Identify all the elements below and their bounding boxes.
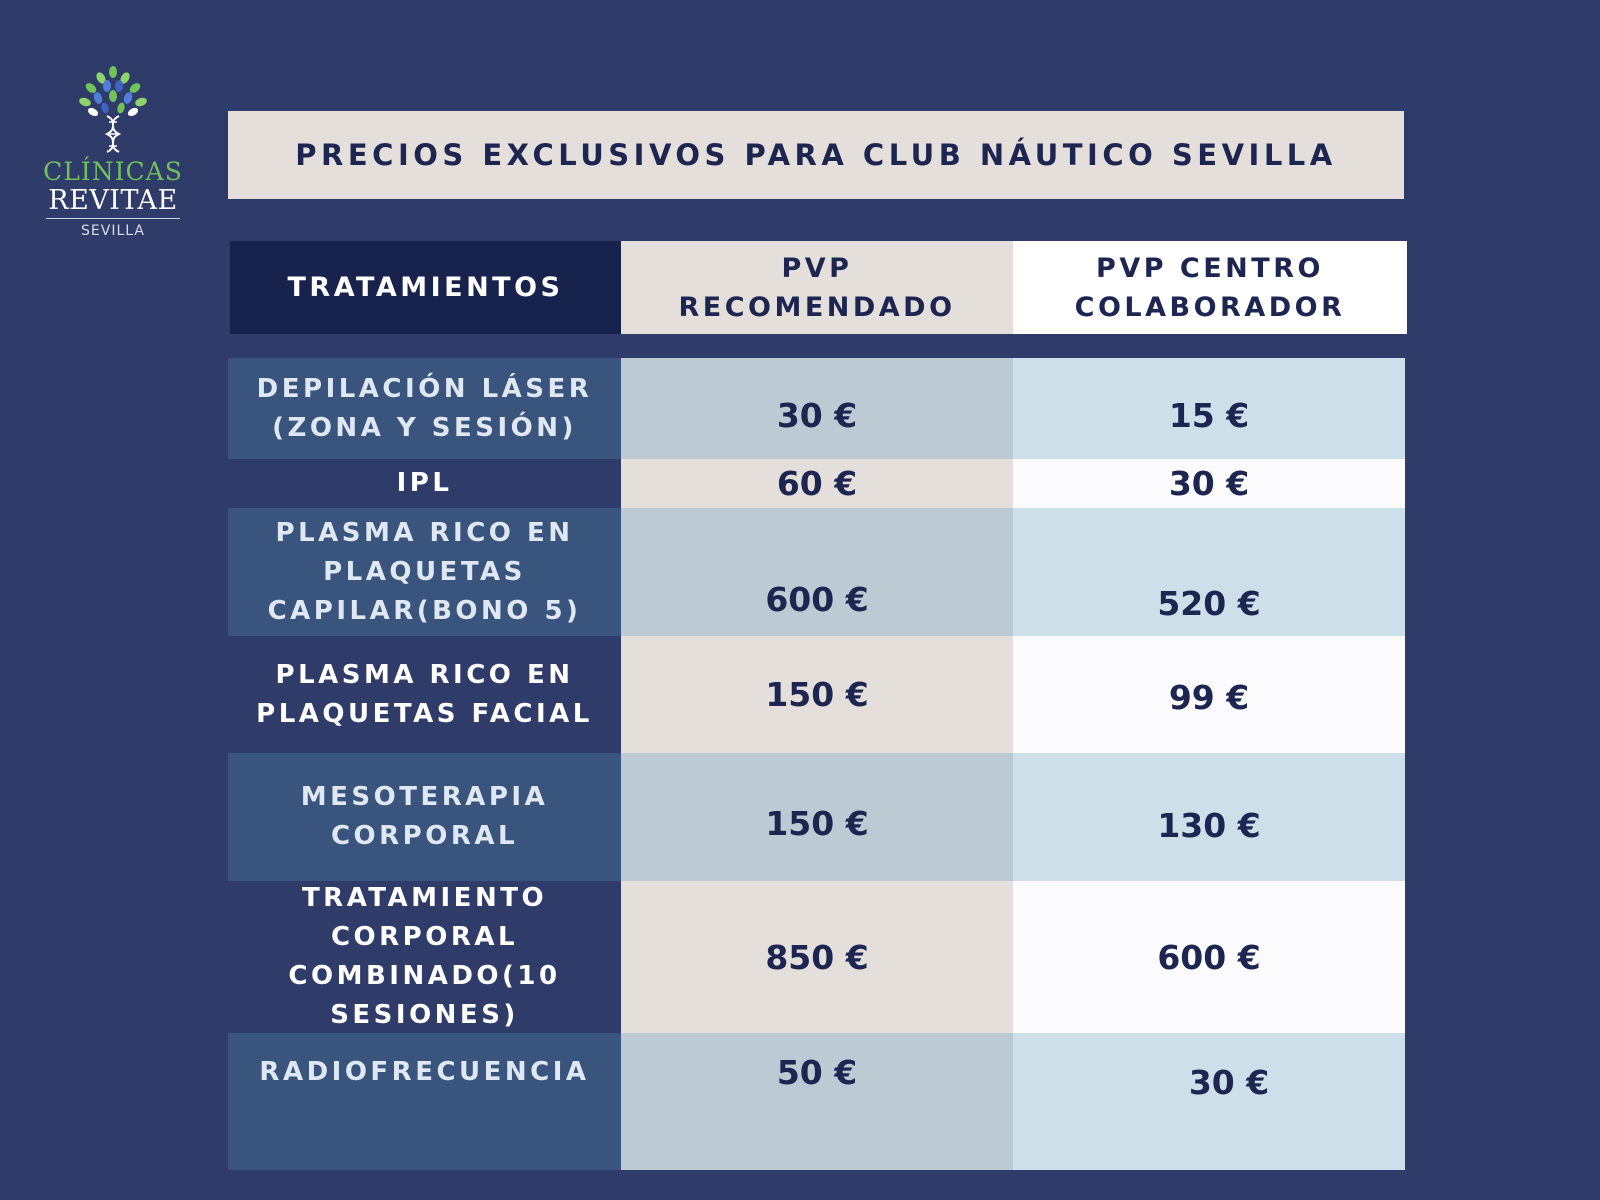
partner-price: 600 €	[1013, 881, 1405, 1033]
treatment-line: IPL	[396, 468, 453, 498]
treatment-cell	[228, 881, 621, 1033]
recommended-price: 60 €	[621, 459, 1013, 508]
treatment-cell	[228, 1033, 621, 1170]
table-row	[228, 753, 1405, 881]
header-partner-line-1: PVP CENTRO	[1096, 252, 1324, 284]
partner-price: 520 €	[1013, 508, 1405, 636]
logo-line-3: SEVILLA	[81, 223, 145, 239]
treatment-line: CORPORAL	[330, 922, 519, 952]
recommended-price: 50 €	[621, 1033, 1013, 1170]
treatment-line: COMBINADO(10	[288, 961, 561, 991]
partner-price: 30 €	[1013, 459, 1405, 508]
table-row	[228, 1033, 1405, 1170]
clinic-logo	[40, 66, 186, 239]
partner-price: 15 €	[1013, 358, 1405, 459]
table-row	[228, 459, 1405, 508]
header-treatments	[230, 241, 621, 334]
partner-price: 99 €	[1013, 636, 1405, 753]
treatment-cell	[228, 358, 621, 459]
tree-dna-icon	[73, 66, 153, 154]
recommended-price: 150 €	[621, 636, 1013, 753]
treatment-cell	[228, 459, 621, 508]
treatment-line: PLASMA RICO EN	[275, 659, 574, 690]
page-title: PRECIOS EXCLUSIVOS PARA CLUB NÁUTICO SEVILLA	[295, 138, 1337, 172]
treatment-line: CORPORAL	[330, 821, 519, 851]
treatment-line: CAPILAR(BONO 5)	[267, 595, 582, 626]
treatment-line: PLAQUETAS FACIAL	[256, 698, 593, 729]
treatment-cell	[228, 508, 621, 636]
logo-line-1: CLÍNICAS	[43, 157, 183, 186]
recommended-price: 30 €	[621, 358, 1013, 459]
table-row	[228, 881, 1405, 1033]
treatment-line: SESIONES)	[330, 1000, 519, 1030]
table-row	[228, 358, 1405, 459]
logo-line-2: REVITAE	[46, 186, 180, 219]
recommended-price: 850 €	[621, 881, 1013, 1033]
treatment-cell	[228, 636, 621, 753]
treatment-line: (ZONA Y SESIÓN)	[272, 412, 577, 443]
header-recommended	[621, 241, 1013, 334]
treatment-line: DEPILACIÓN LÁSER	[256, 373, 593, 404]
partner-price: 130 €	[1013, 753, 1405, 881]
header-recommended-line-2: RECOMENDADO	[678, 291, 956, 323]
treatment-line: PLASMA RICO EN	[275, 517, 574, 548]
treatment-line: RADIOFRECUENCIA	[259, 1057, 590, 1087]
header-recommended-line-1: PVP	[781, 252, 853, 284]
treatment-cell	[228, 753, 621, 881]
table-row	[228, 636, 1405, 753]
partner-price: 30 €	[1013, 1033, 1405, 1170]
treatment-line: PLAQUETAS	[323, 556, 526, 587]
treatment-line: TRATAMIENTO	[301, 883, 548, 913]
header-treatments-label: TRATAMIENTOS	[287, 272, 564, 303]
table-row	[228, 508, 1405, 636]
header-partner	[1013, 241, 1407, 334]
treatment-line: MESOTERAPIA	[300, 782, 549, 812]
recommended-price: 600 €	[621, 508, 1013, 636]
header-partner-line-2: COLABORADOR	[1074, 291, 1346, 323]
recommended-price: 150 €	[621, 753, 1013, 881]
title-banner	[228, 111, 1404, 199]
